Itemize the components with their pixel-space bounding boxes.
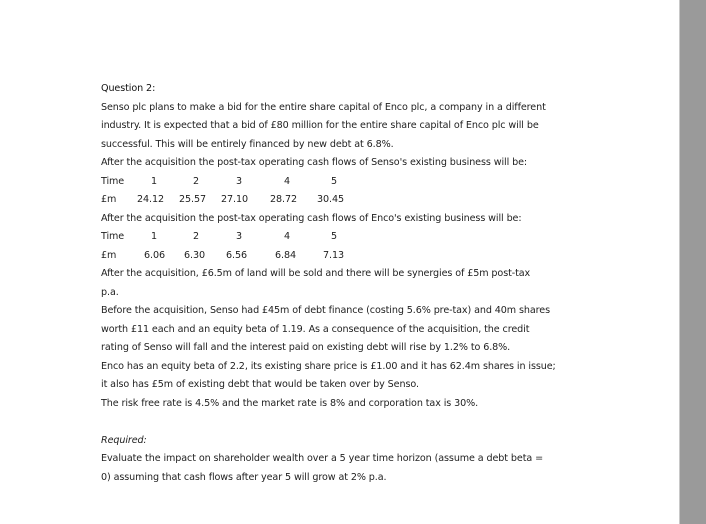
- value-label: £m: [101, 249, 117, 261]
- intro-line: successful. This will be entirely financed by new debt at 6.8%.: [101, 138, 394, 150]
- time-label: Time: [101, 231, 125, 242]
- time-cell: 5: [331, 175, 338, 187]
- value-label: £m: [101, 194, 117, 205]
- time-cell: 2: [193, 175, 200, 187]
- enco-time-row: [101, 228, 581, 247]
- value-cell: 6.84: [275, 249, 296, 261]
- body-line: After the acquisition, £6.5m of land will be sold and there will be synergies of £5m post-tax: [101, 268, 531, 279]
- value-cell: 7.13: [323, 249, 344, 261]
- body-line: rating of Senso will fall and the interest paid on existing debt will rise by 1.2% to 6.8%.: [101, 342, 511, 353]
- time-cell: 3: [236, 231, 243, 242]
- value-cell: 6.56: [226, 249, 247, 261]
- intro-line: industry. It is expected that a bid of £80 million for the entire share capital of Enco plc will be: [101, 120, 539, 131]
- question-title: Question 2:: [101, 83, 156, 94]
- time-cell: 3: [236, 175, 243, 187]
- senso-time-row: [101, 173, 581, 192]
- intro-line: Senso plc plans to make a bid for the entire share capital of Enco plc, a company in a different: [101, 101, 546, 113]
- value-cell: 24.12: [137, 194, 164, 205]
- required-line: Evaluate the impact on shareholder wealth over a 5 year time horizon (assume a debt beta =: [101, 453, 544, 464]
- value-cell: 6.06: [144, 249, 165, 261]
- required-label: Required:: [101, 434, 147, 446]
- time-cell: 5: [331, 231, 338, 242]
- time-label: Time: [101, 175, 125, 187]
- body-line: Enco has an equity beta of 2.2, its existing share price is £1.00 and it has 62.4m shares in issue;: [101, 360, 556, 372]
- senso-cashflow-heading: After the acquisition the post-tax operating cash flows of Senso's existing business will be:: [101, 157, 528, 168]
- value-cell: 27.10: [221, 194, 248, 205]
- time-cell: 4: [284, 175, 291, 187]
- body-line: worth £11 each and an equity beta of 1.19. As a consequence of the acquisition, the credit: [101, 323, 530, 335]
- body-line: The risk free rate is 4.5% and the market rate is 8% and corporation tax is 30%.: [101, 397, 479, 409]
- value-cell: 28.72: [270, 194, 297, 205]
- value-cell: 30.45: [317, 194, 344, 205]
- senso-value-row: [101, 191, 581, 210]
- body-line: it also has £5m of existing debt that would be taken over by Senso.: [101, 379, 419, 390]
- side-panel: [679, 0, 706, 524]
- enco-cashflow-heading: After the acquisition the post-tax operating cash flows of Enco's existing business will be:: [101, 212, 522, 224]
- value-cell: 25.57: [179, 194, 206, 205]
- time-cell: 4: [284, 231, 291, 242]
- enco-value-row: [101, 247, 581, 266]
- body-line: Before the acquisition, Senso had £45m of debt finance (costing 5.6% pre-tax) and 40m shares: [101, 305, 550, 316]
- required-line: 0) assuming that cash flows after year 5 will grow at 2% p.a.: [101, 471, 387, 483]
- body-line: p.a.: [101, 286, 119, 298]
- time-cell: 1: [151, 175, 158, 187]
- spacer: [101, 413, 581, 432]
- value-cell: 6.30: [184, 249, 205, 261]
- time-cell: 2: [193, 231, 200, 242]
- time-cell: 1: [151, 231, 158, 242]
- question-content: [101, 80, 581, 487]
